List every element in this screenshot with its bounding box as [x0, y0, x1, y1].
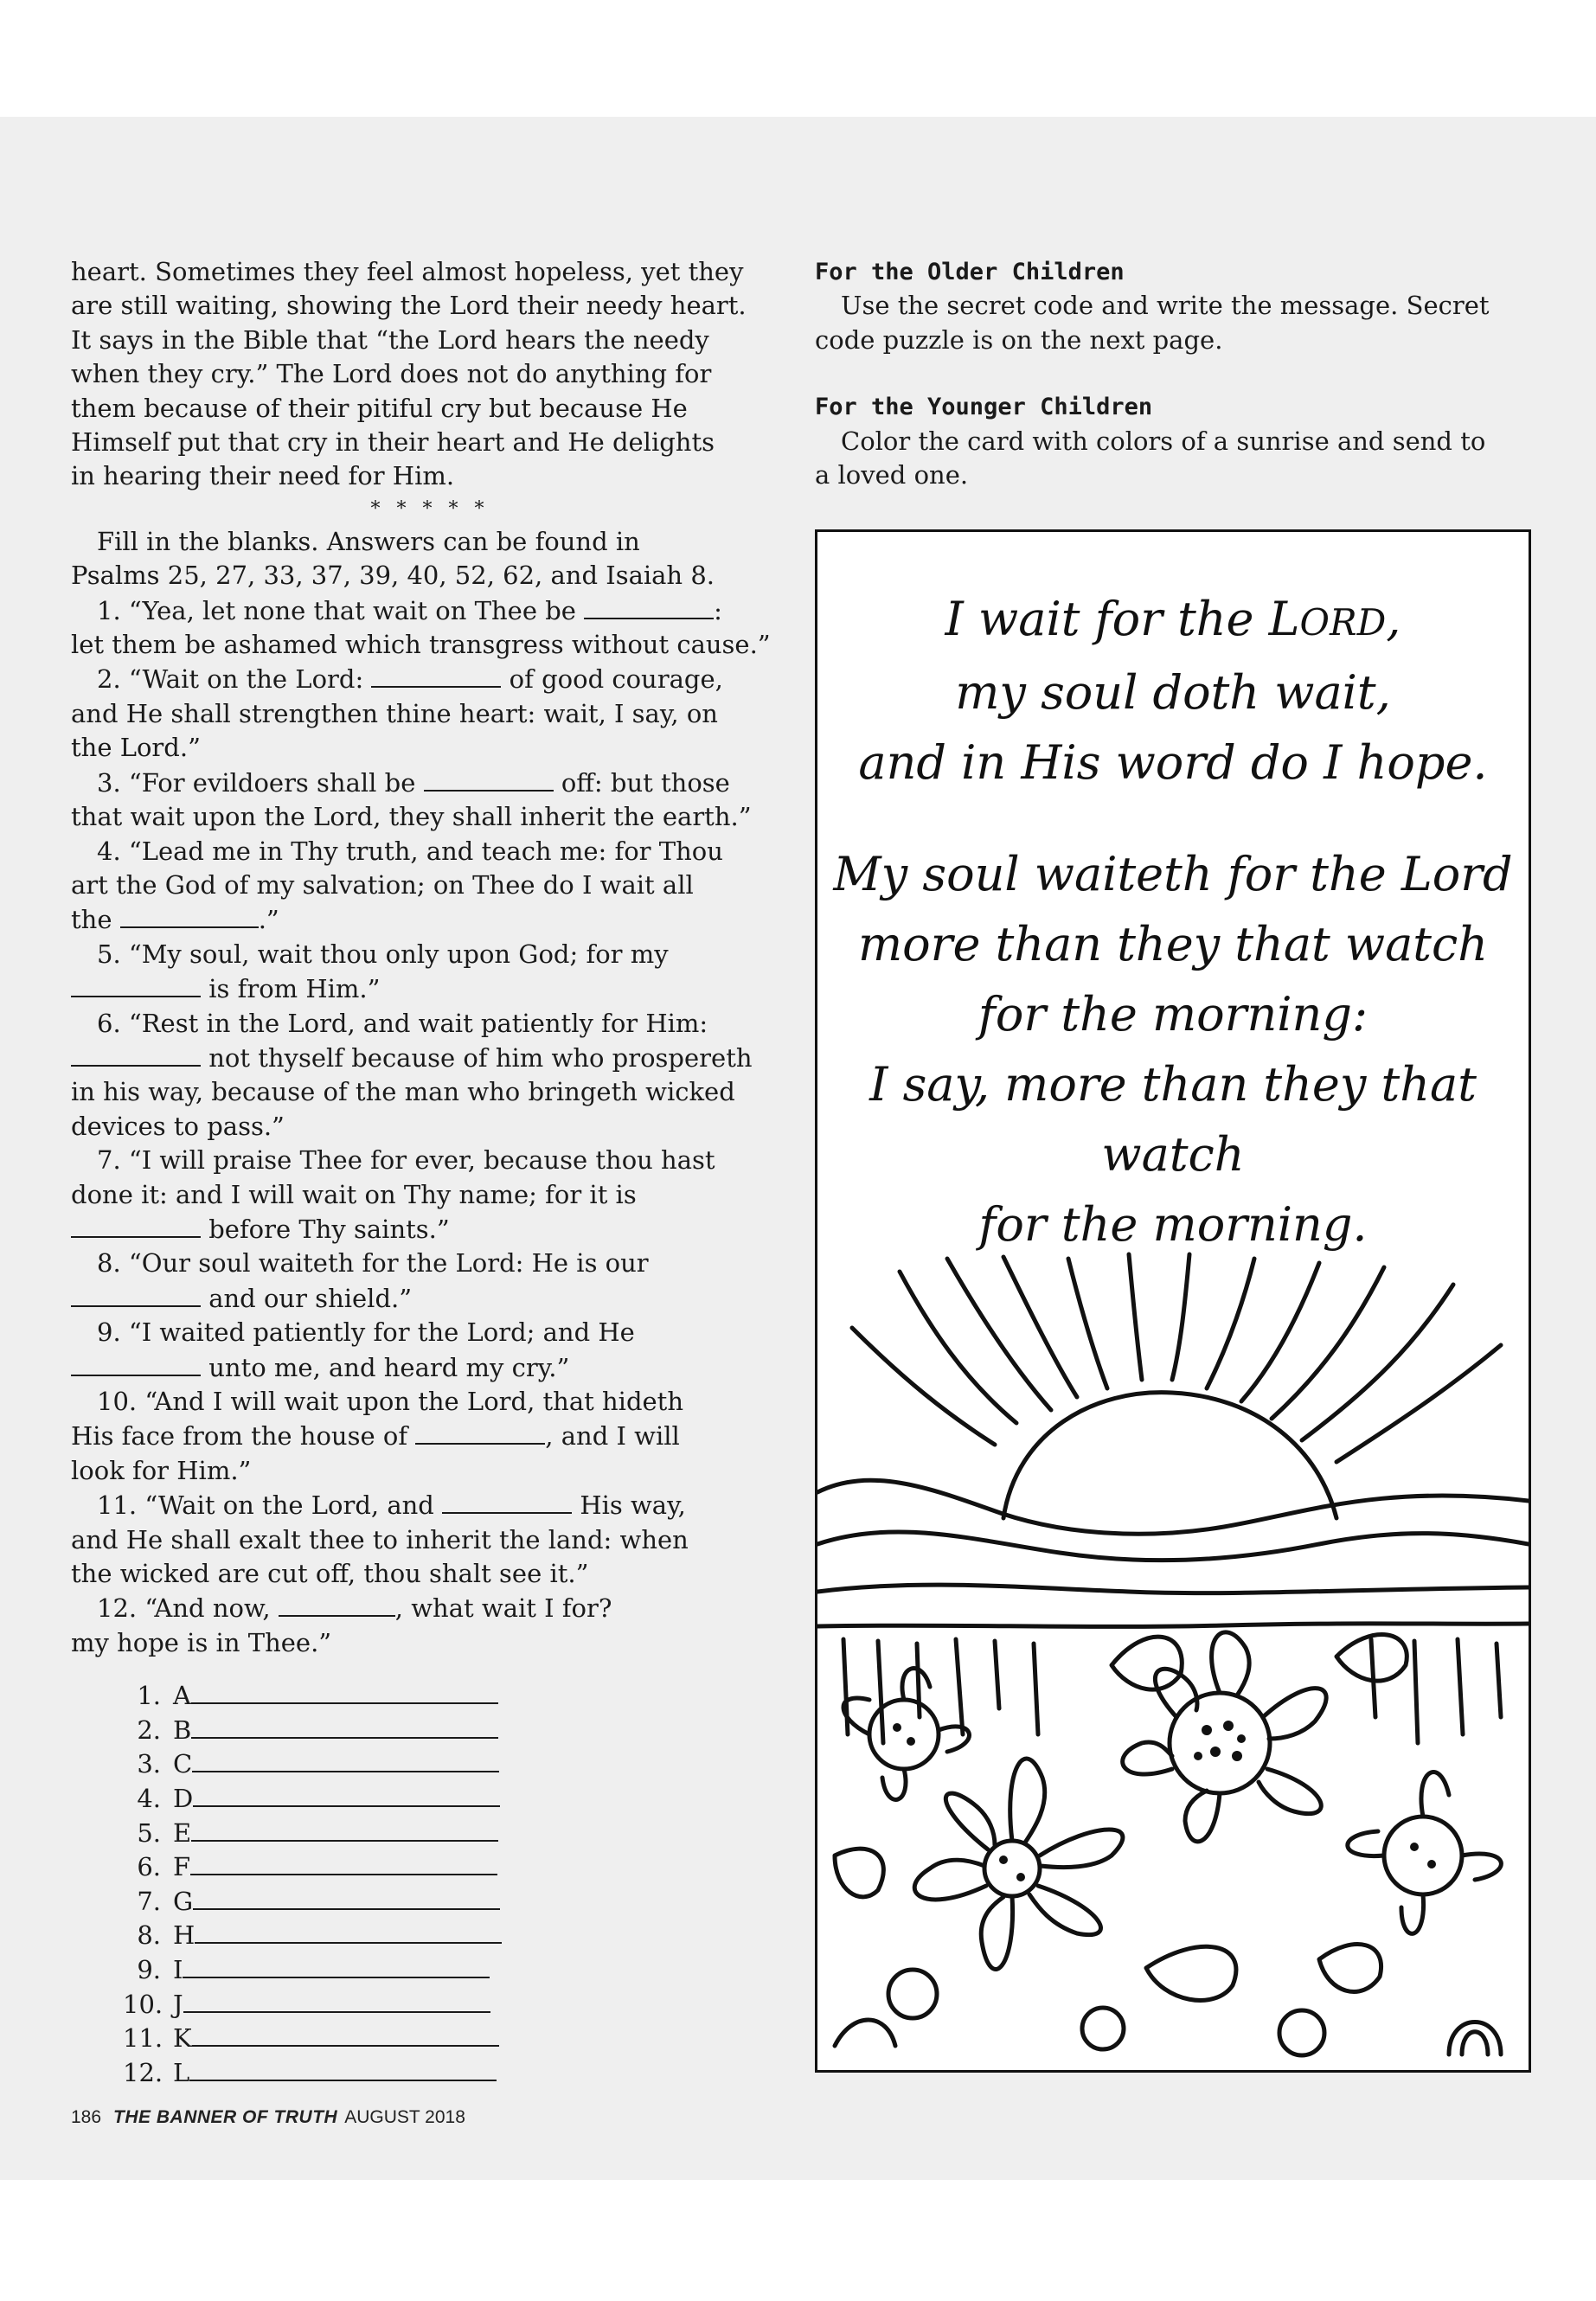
- answer-number: 9.: [137, 1955, 161, 1984]
- answer-blank[interactable]: [424, 766, 554, 792]
- page-number: 186: [71, 2107, 102, 2127]
- flower-petals: [1348, 1772, 1502, 1934]
- older-children-heading: For the Older Children: [815, 259, 1125, 285]
- flower-center: [1279, 2010, 1324, 2055]
- flower-dot: [999, 1856, 1008, 1864]
- question-12: [71, 1591, 789, 1660]
- sunrise-flowers-illustration: [817, 1250, 1529, 2070]
- verse-two: [817, 839, 1529, 1259]
- question-text: 9. “I waited patiently for the Lord; and He: [97, 1317, 635, 1348]
- question-6: [71, 1007, 789, 1144]
- question-text: .”: [258, 905, 279, 935]
- flower-dot: [1410, 1843, 1419, 1851]
- answer-line[interactable]: [191, 1682, 498, 1704]
- page-footer: [71, 2107, 465, 2128]
- swirl: [1449, 2022, 1501, 2055]
- hill-line: [817, 1480, 1529, 1534]
- question-4: [71, 835, 789, 938]
- answer-number: 5.: [137, 1817, 161, 1848]
- answer-number: 8.: [137, 1920, 161, 1951]
- instruction-line: Use the secret code and write the message. Secret: [841, 291, 1490, 321]
- answer-number: 10.: [123, 1989, 163, 2019]
- leaf: [835, 1849, 883, 1897]
- answer-letter: G: [173, 1886, 194, 1916]
- intro-line: are still waiting, showing the Lord their needy heart.: [71, 291, 747, 321]
- sun: [1003, 1393, 1336, 1518]
- answer-number: 7.: [137, 1886, 161, 1916]
- flower-dot: [1237, 1734, 1246, 1743]
- answer-row: [123, 1953, 789, 1988]
- question-text: and He shall strengthen thine heart: wait, I say, on: [71, 698, 718, 728]
- question-text: and our shield.”: [208, 1283, 413, 1313]
- answer-line[interactable]: [189, 2059, 497, 2081]
- instruction-line: code puzzle is on the next page.: [815, 324, 1223, 355]
- answer-letter: K: [173, 2023, 192, 2054]
- leaf: [1319, 1945, 1381, 1992]
- answer-blank[interactable]: [71, 1281, 201, 1307]
- answer-row: [123, 2022, 789, 2056]
- hill-line: [817, 1532, 1529, 1561]
- question-text: 11. “Wait on the Lord, and: [97, 1490, 434, 1521]
- question-text: off: but those: [561, 767, 730, 798]
- answer-blank[interactable]: [584, 593, 714, 619]
- answer-line[interactable]: [190, 1853, 497, 1875]
- sun-ray: [1172, 1254, 1189, 1380]
- verse-line: I say, more than they that watch: [869, 1057, 1477, 1182]
- answer-letter: L: [173, 2057, 190, 2087]
- question-text: the wicked are cut off, thou shalt see it.”: [71, 1559, 589, 1589]
- answer-line[interactable]: [191, 1819, 498, 1842]
- question-text: , what wait I for?: [394, 1593, 612, 1624]
- intro-line: when they cry.” The Lord does not do anything for: [71, 359, 712, 389]
- left-column: [71, 255, 789, 2090]
- answer-line[interactable]: [195, 1921, 502, 1944]
- leaf: [1146, 1946, 1236, 2000]
- question-text: 5. “My soul, wait thou only upon God; for my: [97, 939, 669, 969]
- answer-letter: H: [173, 1920, 195, 1951]
- answer-number: 4.: [137, 1784, 161, 1814]
- question-text: His way,: [580, 1490, 686, 1521]
- sun-ray: [852, 1328, 995, 1445]
- question-7: [71, 1144, 789, 1247]
- question-text: done it: and I will wait on Thy name; for it is: [71, 1179, 637, 1209]
- question-text: 3. “For evildoers shall be: [97, 767, 416, 798]
- answer-row: [123, 2056, 789, 2091]
- question-text: His face from the house of: [71, 1421, 408, 1452]
- flower-center: [869, 1700, 939, 1769]
- verse-text: ,: [1386, 592, 1401, 646]
- flower-dot: [1223, 1721, 1234, 1731]
- question-10: [71, 1385, 789, 1488]
- leaf: [1112, 1637, 1182, 1689]
- answer-row: [123, 1817, 789, 1851]
- answer-list: [123, 1679, 789, 2090]
- question-text: devices to pass.”: [71, 1111, 285, 1141]
- intro-line: It says in the Bible that “the Lord hears the needy: [71, 324, 709, 355]
- right-column: [815, 255, 1524, 492]
- field-line: [817, 1624, 1529, 1627]
- question-text: of good courage,: [509, 664, 723, 695]
- answer-number: 3.: [137, 1749, 161, 1779]
- fill-instructions-line: Psalms 25, 27, 33, 37, 39, 40, 52, 62, and Isaiah 8.: [71, 561, 715, 591]
- section-divider: * * * * *: [370, 497, 490, 520]
- answer-row: [123, 1919, 789, 1953]
- flower-dot: [1202, 1725, 1212, 1735]
- flower-petals: [1123, 1632, 1326, 1842]
- intro-paragraph: [71, 255, 789, 494]
- answer-row: [123, 1885, 789, 1920]
- sun-ray: [1129, 1254, 1142, 1380]
- question-text: 12. “And now,: [97, 1593, 271, 1624]
- question-9: [71, 1316, 789, 1385]
- swirl: [835, 2020, 895, 2046]
- answer-blank[interactable]: [71, 971, 201, 997]
- verse-line: and in His word do I hope.: [858, 735, 1488, 790]
- spacer: [815, 357, 1524, 390]
- question-8: [71, 1247, 789, 1316]
- answer-line[interactable]: [193, 1888, 500, 1910]
- flower-dot: [1194, 1752, 1202, 1760]
- flower-dot: [1232, 1751, 1242, 1761]
- verse-line: [945, 592, 1401, 646]
- question-text: 8. “Our soul waiteth for the Lord: He is our: [97, 1248, 649, 1279]
- answer-letter: E: [173, 1817, 192, 1848]
- answer-number: 12.: [123, 2057, 163, 2087]
- fill-instructions: [71, 525, 789, 593]
- answer-line[interactable]: [191, 1716, 498, 1739]
- answer-line[interactable]: [183, 1956, 490, 1978]
- instruction-line: a loved one.: [815, 460, 969, 490]
- answer-letter: B: [173, 1715, 192, 1745]
- question-text: that wait upon the Lord, they shall inherit the earth.”: [71, 802, 752, 832]
- older-children-instructions: [815, 289, 1524, 357]
- answer-number: 2.: [137, 1715, 161, 1745]
- verse-text: I wait for the L: [945, 592, 1300, 646]
- intro-line: in hearing their need for Him.: [71, 461, 455, 491]
- answer-line[interactable]: [193, 1785, 500, 1807]
- question-text: in his way, because of the man who bringeth wicked: [71, 1077, 735, 1107]
- verse-one: [817, 584, 1529, 798]
- flower-dot: [893, 1723, 901, 1732]
- question-text: look for Him.”: [71, 1455, 252, 1485]
- answer-row: [123, 1988, 789, 2022]
- issue-date: AUGUST 2018: [344, 2107, 465, 2127]
- answer-row: [123, 1850, 789, 1885]
- answer-letter: A: [173, 1681, 191, 1711]
- answer-letter: I: [173, 1955, 183, 1984]
- question-3: [71, 766, 789, 835]
- question-text: 1. “Yea, let none that wait on Thee be: [97, 595, 576, 625]
- sun-ray: [1068, 1259, 1107, 1388]
- question-text: unto me, and heard my cry.”: [208, 1352, 570, 1382]
- question-text: before Thy saints.”: [208, 1214, 450, 1244]
- coloring-card: [815, 529, 1531, 2073]
- answer-blank[interactable]: [71, 1350, 201, 1376]
- answer-line[interactable]: [192, 2024, 499, 2047]
- answer-letter: J: [173, 1989, 183, 2019]
- question-text: not thyself because of him who prospereth: [208, 1042, 753, 1073]
- answer-blank[interactable]: [120, 902, 259, 928]
- answer-row: [123, 1714, 789, 1748]
- question-text: the: [71, 905, 112, 935]
- fill-instructions-line: Fill in the blanks. Answers can be found in: [97, 526, 640, 556]
- answer-blank[interactable]: [71, 1041, 201, 1067]
- question-text: is from Him.”: [208, 974, 381, 1004]
- question-5: [71, 938, 789, 1007]
- flower-dot: [1427, 1860, 1436, 1868]
- answer-blank[interactable]: [279, 1591, 395, 1617]
- question-text: and He shall exalt thee to inherit the land: when: [71, 1524, 689, 1554]
- answer-letter: F: [173, 1852, 191, 1882]
- answer-blank[interactable]: [371, 662, 501, 688]
- question-text: the Lord.”: [71, 733, 201, 763]
- verse-line: more than they that watch: [857, 917, 1489, 971]
- sun-ray: [900, 1272, 1016, 1423]
- answer-row: [123, 1679, 789, 1714]
- answer-row: [123, 1747, 789, 1782]
- answer-letter: C: [173, 1749, 193, 1779]
- answer-letter: D: [173, 1784, 194, 1814]
- answer-blank[interactable]: [71, 1212, 201, 1238]
- question-text: let them be ashamed which transgress without cause.”: [71, 630, 771, 660]
- question-11: [71, 1488, 789, 1591]
- question-text: 2. “Wait on the Lord:: [97, 664, 364, 695]
- answer-line[interactable]: [183, 1990, 490, 2013]
- flower-center: [1082, 2008, 1124, 2049]
- answer-blank[interactable]: [442, 1488, 572, 1514]
- hill-line: [817, 1585, 1529, 1593]
- answer-row: [123, 1782, 789, 1817]
- sun-ray: [947, 1259, 1051, 1410]
- verse-line: My soul waiteth for the Lord: [833, 847, 1513, 901]
- magazine-title: THE BANNER OF TRUTH: [113, 2107, 338, 2127]
- verse-line: for the morning.: [978, 1197, 1368, 1252]
- question-2: [71, 662, 789, 765]
- intro-line: them because of their pitiful cry but because He: [71, 393, 688, 423]
- flower-dot: [907, 1737, 915, 1746]
- verse-text-small-caps: ORD: [1299, 601, 1387, 644]
- flower-petals: [843, 1669, 969, 1800]
- question-text: my hope is in Thee.”: [71, 1627, 332, 1657]
- flower-center: [888, 1970, 937, 2018]
- flower-dot: [1016, 1873, 1025, 1881]
- answer-line[interactable]: [192, 1750, 499, 1772]
- sun-ray: [1207, 1259, 1254, 1388]
- question-1: [71, 593, 789, 663]
- flower-center: [1170, 1693, 1270, 1793]
- sun-ray: [1003, 1257, 1077, 1397]
- question-text: 4. “Lead me in Thy truth, and teach me: for Thou: [97, 836, 723, 866]
- verse-line: my soul doth wait,: [955, 665, 1391, 720]
- question-text: :: [714, 595, 722, 625]
- question-text: , and I will: [545, 1421, 680, 1452]
- flower-dot: [1210, 1747, 1221, 1757]
- verse-line: for the morning:: [977, 987, 1368, 1042]
- flower-center: [1384, 1817, 1462, 1894]
- sun-ray: [1336, 1345, 1501, 1462]
- answer-number: 6.: [137, 1852, 161, 1882]
- question-text: 6. “Rest in the Lord, and wait patiently for Him:: [97, 1008, 708, 1038]
- flower-center: [984, 1841, 1040, 1896]
- answer-number: 1.: [137, 1681, 161, 1711]
- instruction-line: Color the card with colors of a sunrise and send to: [841, 426, 1486, 456]
- younger-children-instructions: [815, 425, 1524, 493]
- answer-blank[interactable]: [415, 1419, 545, 1445]
- intro-line: heart. Sometimes they feel almost hopeless, yet they: [71, 257, 744, 286]
- intro-line: Himself put that cry in their heart and He delights: [71, 427, 715, 458]
- answer-number: 11.: [123, 2023, 163, 2054]
- question-text: 10. “And I will wait upon the Lord, that hideth: [97, 1387, 684, 1416]
- question-text: art the God of my salvation; on Thee do I wait all: [71, 869, 694, 900]
- sun-ray: [1272, 1267, 1384, 1419]
- younger-children-heading: For the Younger Children: [815, 394, 1153, 421]
- flower-petals: [914, 1759, 1123, 1970]
- question-text: 7. “I will praise Thee for ever, because thou hast: [97, 1145, 715, 1176]
